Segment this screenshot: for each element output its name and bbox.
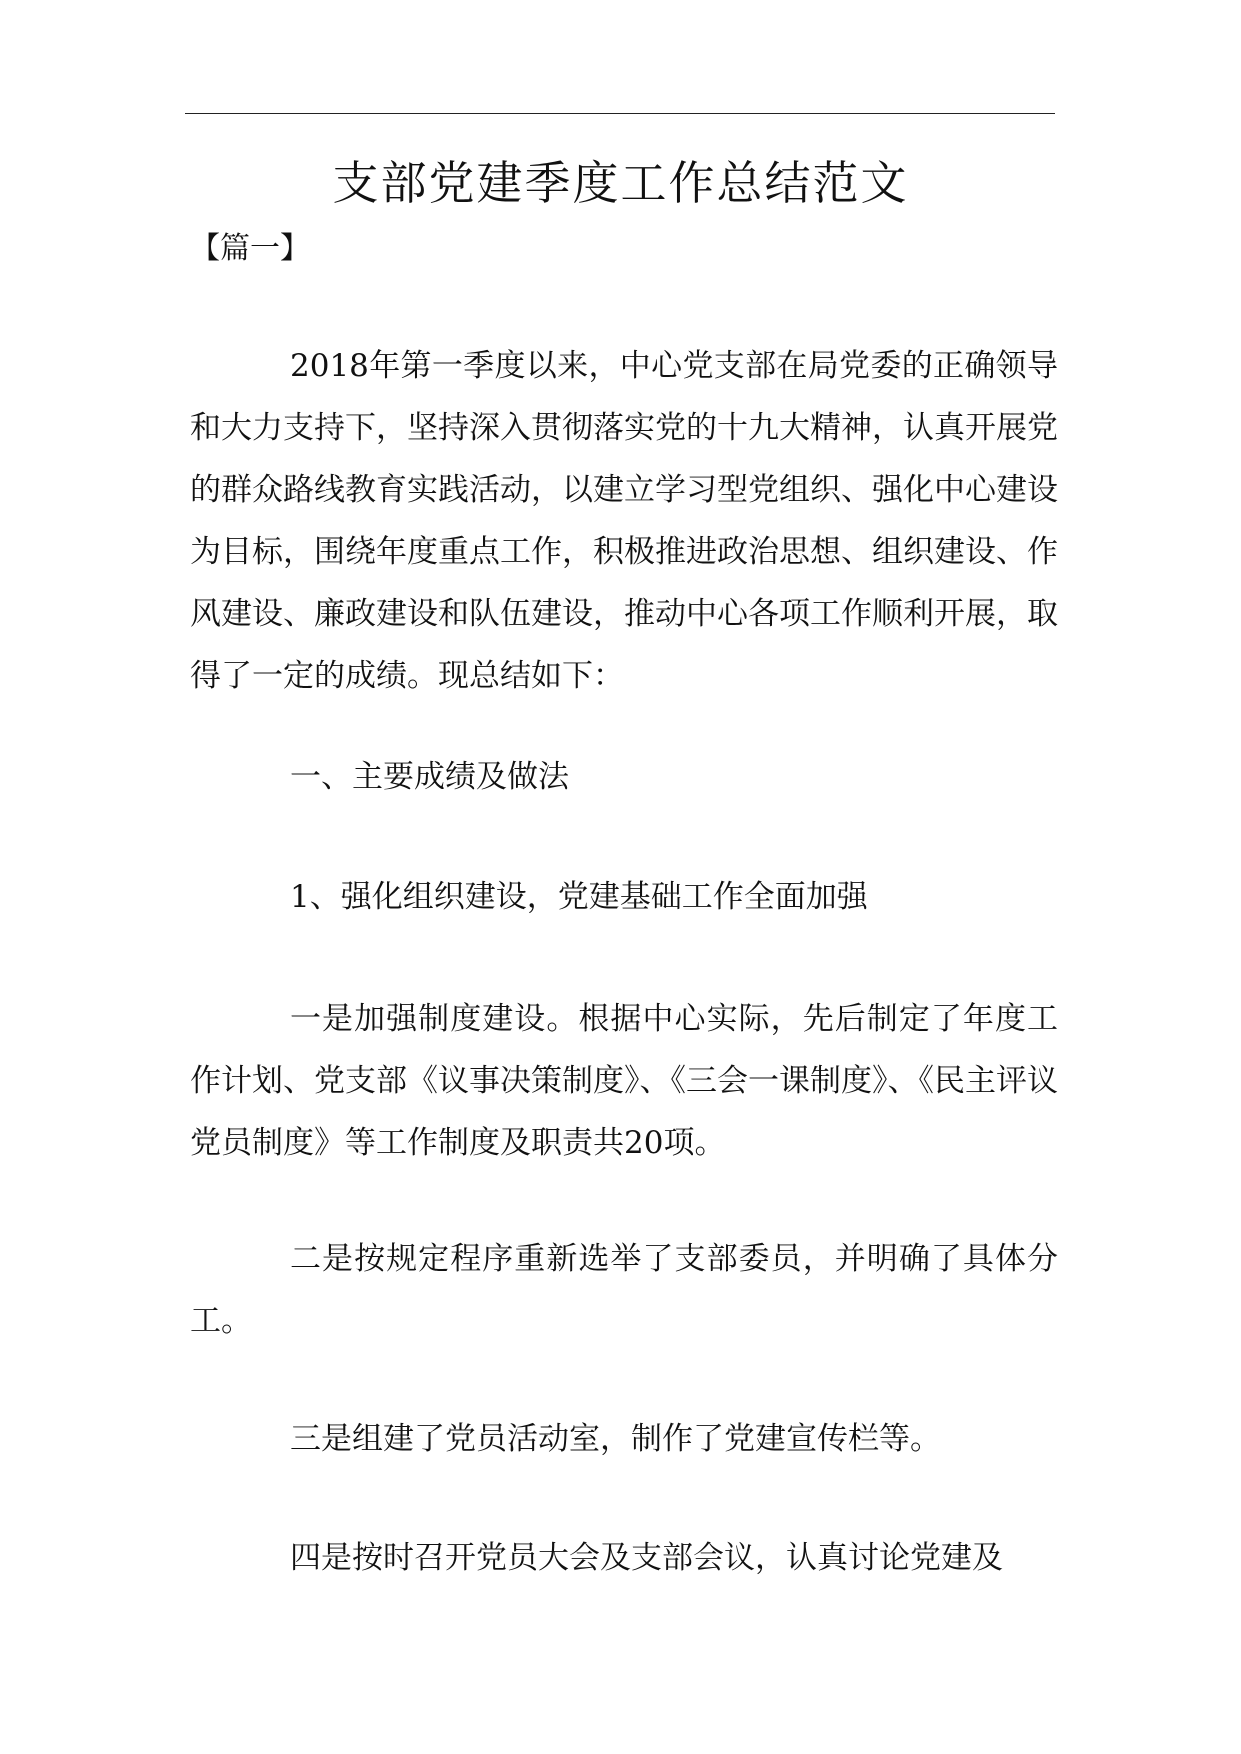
paragraph-item-three: 三是组建了党员活动室，制作了党建宣传栏等。: [290, 1421, 941, 1457]
page-title: 支部党建季度工作总结范文: [332, 156, 909, 210]
paragraph-intro: 2018年第一季度以来，中心党支部在局党委的正确领导和大力支持下，坚持深入贯彻落实党的十九大精神，认真开展党的群众路线教育实践活动，以建立学习型党组织、强化中心建设为目标，围绕年度重点工作，积极推进政治思想、组织建设、作风建设、廉政建设和队伍建设，推动中心各项工作顺利开展，取得了一定的成绩。现总结如下：: [190, 348, 1058, 694]
paragraph-item-one: 一是加强制度建设。根据中心实际，先后制定了年度工作计划、党支部《议事决策制度》、《三会一课制度》、《民主评议党员制度》等工作制度及职责共20项。: [190, 1001, 1058, 1161]
subheading-organization-building: 1、强化组织建设，党建基础工作全面加强: [290, 879, 868, 915]
paragraph-item-two: 二是按规定程序重新选举了支部委员，并明确了具体分工。: [190, 1241, 1058, 1339]
heading-main-achievements: 一、主要成绩及做法: [290, 759, 569, 795]
header-divider: [185, 113, 1055, 114]
paragraph-item-four: 四是按时召开党员大会及支部会议，认真讨论党建及: [290, 1540, 1003, 1576]
section-tag: 【篇一】: [190, 231, 310, 266]
